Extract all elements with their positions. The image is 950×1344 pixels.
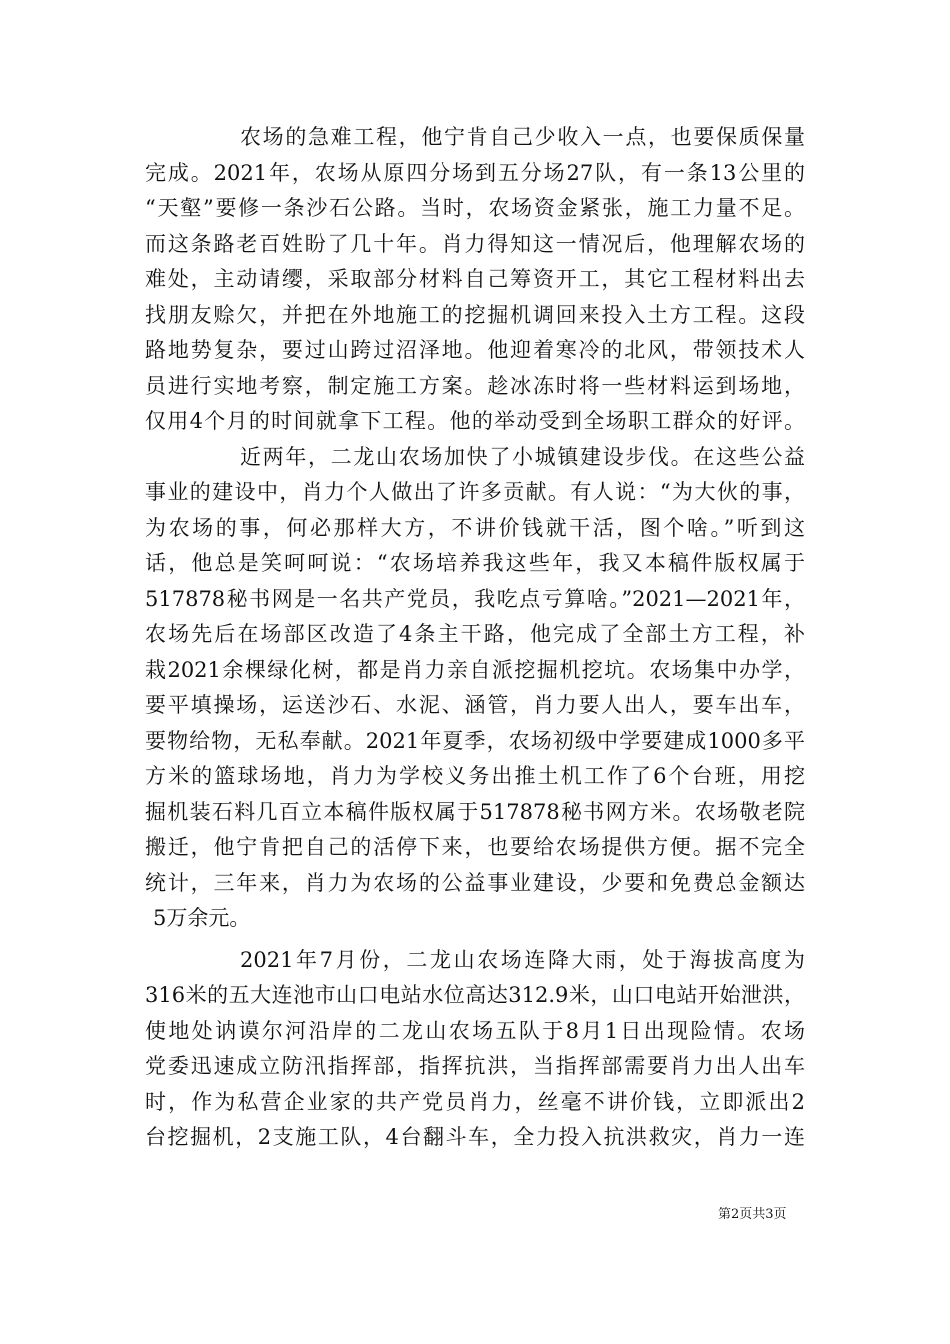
- text-line: 搬迁，他宁肯把自己的活停下来，也要给农场提供方便。据不完全: [145, 835, 805, 859]
- text-line: 话，他总是笑呵呵说：“农场培养我这些年，我又本稿件版权属于: [145, 551, 805, 575]
- text-line: 5万余元。: [153, 906, 251, 930]
- text-line: 找朋友赊欠，并把在外地施工的挖掘机调回来投入土方工程。这段: [145, 302, 805, 327]
- text-line: 掘机装石料几百立本稿件版权属于517878秘书网方米。农场敬老院: [145, 799, 805, 824]
- text-line: 农场的急难工程，他宁肯自己少收入一点，也要保质保量: [240, 125, 805, 149]
- text-line: 2021年7月份，二龙山农场连降大雨，处于海拔高度为: [240, 947, 805, 972]
- paragraph-1: [145, 120, 805, 440]
- text-line: 要物给物，无私奉献。2021年夏季，农场初级中学要建成1000多平: [145, 728, 805, 753]
- text-line: “天壑”要修一条沙石公路。当时，农场资金紧张，施工力量不足。: [145, 196, 805, 220]
- text-line: 仅用4个月的时间就拿下工程。他的举动受到全场职工群众的好评。: [145, 409, 805, 433]
- text-line: 路地势复杂，要过山跨过沼泽地。他迎着寒冷的北风，带领技术人: [145, 338, 805, 362]
- text-line: 完成。2021年，农场从原四分场到五分场27队，有一条13公里的: [145, 160, 805, 185]
- text-line: 难处，主动请缨，采取部分材料自己筹资开工，其它工程材料出去: [145, 267, 805, 291]
- text-line: 农场先后在场部区改造了4条主干路，他完成了全部土方工程，补: [145, 622, 805, 646]
- text-line: 栽2021余棵绿化树，都是肖力亲自派挖掘机挖坑。农场集中办学，: [145, 657, 805, 682]
- page-number-footer: 第2页共3页: [718, 1207, 787, 1222]
- paragraph-3: [145, 943, 805, 1156]
- text-line: 党委迅速成立防汛指挥部，指挥抗洪，当指挥部需要肖力出人出车: [145, 1054, 805, 1078]
- text-line: 方米的篮球场地，肖力为学校义务出推土机工作了6个台班，用挖: [145, 764, 805, 788]
- text-line: 517878秘书网是一名共产党员，我吃点亏算啥。”2021—2021年，: [145, 586, 805, 611]
- text-line: 时，作为私营企业家的共产党员肖力，丝毫不讲价钱，立即派出2: [145, 1089, 805, 1114]
- text-line: 事业的建设中，肖力个人做出了许多贡献。有人说：“为大伙的事，: [145, 480, 805, 504]
- document-body: [145, 120, 805, 1156]
- text-line: 使地处讷谟尔河沿岸的二龙山农场五队于8月1日出现险情。农场: [145, 1018, 805, 1043]
- text-line: 要平填操场，运送沙石、水泥、涵管，肖力要人出人，要车出车，: [145, 693, 805, 717]
- text-line: 316米的五大连池市山口电站水位高达312.9米，山口电站开始泄洪，: [145, 983, 805, 1007]
- text-line: 统计，三年来，肖力为农场的公益事业建设，少要和免费总金额达: [145, 870, 805, 895]
- text-line: 台挖掘机，2支施工队，4台翻斗车，全力投入抗洪救灾，肖力一连: [145, 1125, 805, 1149]
- text-line: 为农场的事，何必那样大方，不讲价钱就干活，图个啥。”听到这: [145, 515, 805, 540]
- text-line: 员进行实地考察，制定施工方案。趁冰冻时将一些材料运到场地，: [145, 373, 805, 398]
- text-line: 近两年，二龙山农场加快了小城镇建设步伐。在这些公益: [240, 444, 805, 469]
- text-line: 而这条路老百姓盼了几十年。肖力得知这一情况后，他理解农场的: [145, 231, 805, 256]
- paragraph-2: [145, 440, 805, 937]
